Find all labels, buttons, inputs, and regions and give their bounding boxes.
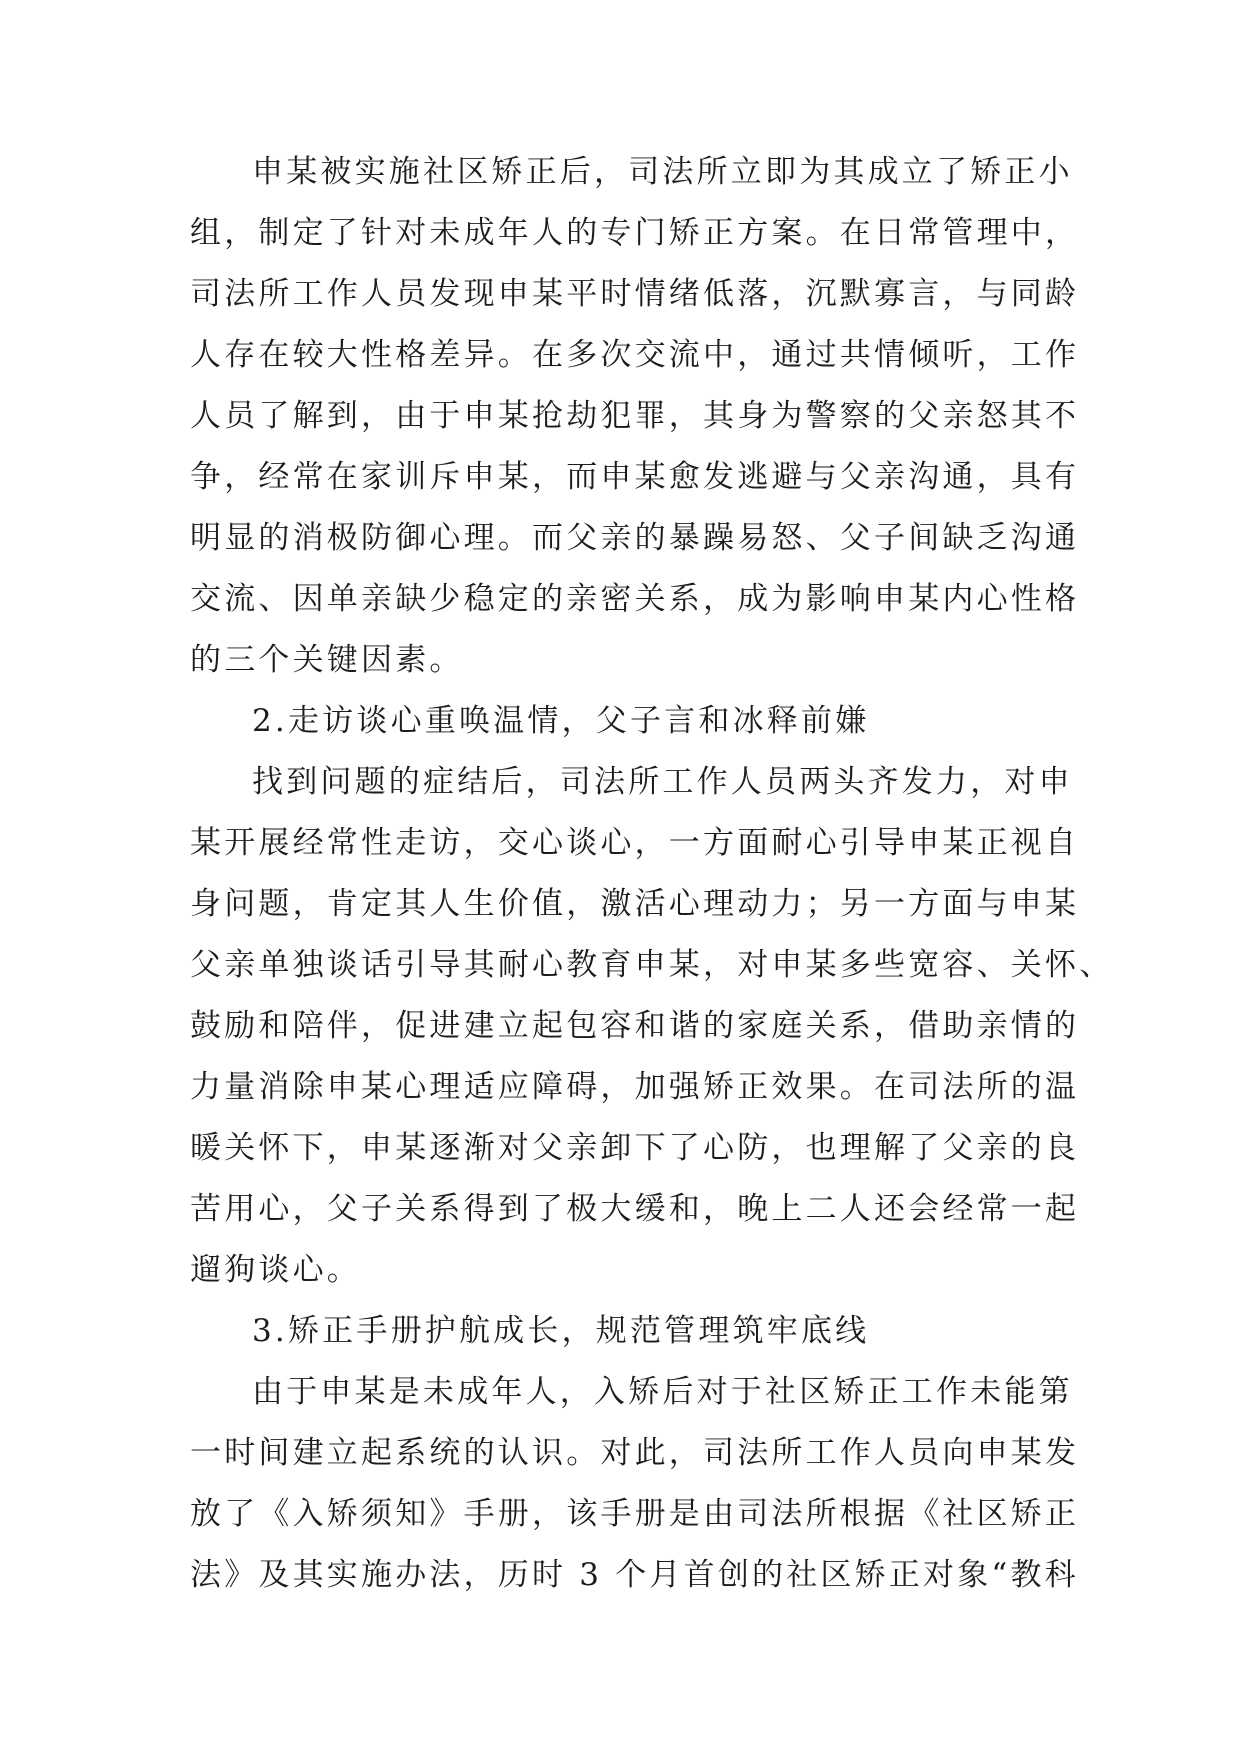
paragraph-line: 争，经常在家训斥申某，而申某愈发逃避与父亲沟通，具有 [190, 459, 1080, 495]
paragraph-line: 找到问题的症结后，司法所工作人员两头齐发力，对申 [252, 764, 1073, 800]
paragraph-line: 申某被实施社区矫正后，司法所立即为其成立了矫正小 [252, 154, 1073, 190]
paragraph-line: 力量消除申某心理适应障碍，加强矫正效果。在司法所的温 [190, 1069, 1080, 1105]
paragraph-line: 司法所工作人员发现申某平时情绪低落，沉默寡言，与同龄 [190, 276, 1080, 312]
paragraph-line: 某开展经常性走访，交心谈心，一方面耐心引导申某正视自 [190, 825, 1080, 861]
paragraph-line: 人存在较大性格差异。在多次交流中，通过共情倾听，工作 [190, 337, 1080, 373]
paragraph-line: 鼓励和陪伴，促进建立起包容和谐的家庭关系，借助亲情的 [190, 1008, 1080, 1044]
paragraph-line: 交流、因单亲缺少稳定的亲密关系，成为影响申某内心性格 [190, 581, 1080, 617]
paragraph-line: 由于申某是未成年人，入矫后对于社区矫正工作未能第 [252, 1374, 1073, 1410]
paragraph-line: 法》及其实施办法，历时 3 个月首创的社区矫正对象“教科 [190, 1557, 1079, 1593]
paragraph-line: 苦用心，父子关系得到了极大缓和，晚上二人还会经常一起 [190, 1191, 1080, 1227]
paragraph-line: 暖关怀下，申某逐渐对父亲卸下了心防，也理解了父亲的良 [190, 1130, 1080, 1166]
paragraph-line: 身问题，肯定其人生价值，激活心理动力；另一方面与申某 [190, 886, 1080, 922]
paragraph-line: 放了《入矫须知》手册，该手册是由司法所根据《社区矫正 [190, 1496, 1080, 1532]
paragraph-line: 父亲单独谈话引导其耐心教育申某，对申某多些宽容、关怀、 [190, 947, 1114, 983]
paragraph-line: 人员了解到，由于申某抢劫犯罪，其身为警察的父亲怒其不 [190, 398, 1080, 434]
paragraph-line: 明显的消极防御心理。而父亲的暴躁易怒、父子间缺乏沟通 [190, 520, 1080, 556]
paragraph-line: 一时间建立起系统的认识。对此，司法所工作人员向申某发 [190, 1435, 1080, 1471]
paragraph-line: 的三个关键因素。 [190, 642, 464, 678]
section-heading: 3.矫正手册护航成长，规范管理筑牢底线 [252, 1313, 870, 1349]
paragraph-line: 遛狗谈心。 [190, 1252, 361, 1288]
section-heading: 2.走访谈心重唤温情，父子言和冰释前嫌 [252, 703, 870, 739]
paragraph-line: 组，制定了针对未成年人的专门矫正方案。在日常管理中， [190, 215, 1080, 251]
